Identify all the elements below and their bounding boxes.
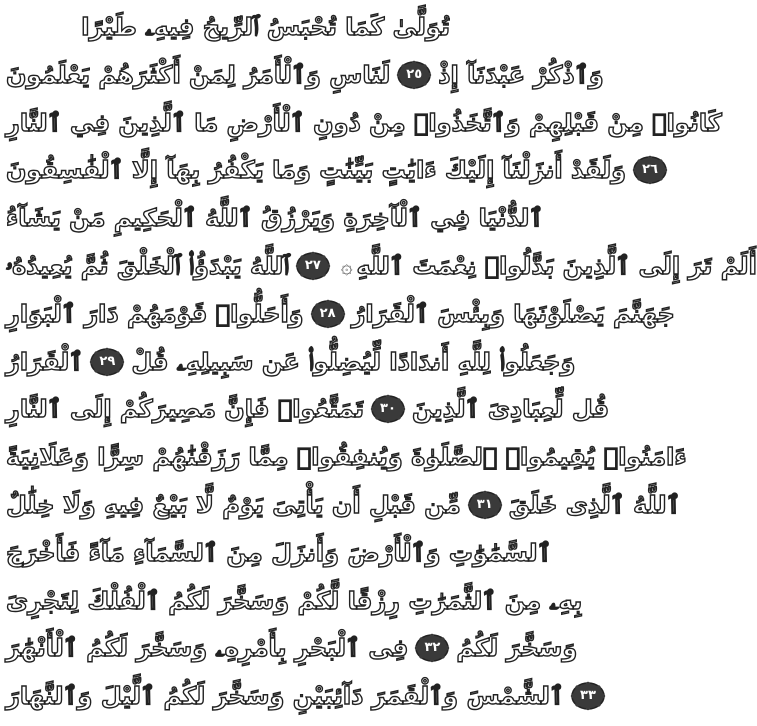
- ayah-number-marker: [570, 681, 606, 711]
- verse-text: تُوَلَّىٰ كَمَا تُحْبَسُ ٱلرِّيحُ فِيهِۦ طَيْرًا: [81, 13, 450, 41]
- verse-text: ءَامَنُوا۟ يُقِيمُوا۟ ٱلصَّلَوٰةَ وَيُنفِقُوا۟ مِمَّا رَزَقْنَٰهُمْ سِرًّا وَعَلَانِيَةً: [6, 443, 687, 472]
- verse-text: بِهِۦ مِنَ ٱلثَّمَرَٰتِ رِزْقًا لَّكُمْ وَسَخَّرَ لَكُمُ ٱلْفُلْكَ لِتَجْرِىَ: [6, 586, 583, 615]
- text-line: [6, 147, 658, 193]
- ayah-number: ٣٠: [380, 401, 396, 417]
- ayah-number-marker: [414, 633, 450, 663]
- text-line: [6, 625, 578, 671]
- ayah-number: ٢٩: [99, 353, 116, 369]
- verse-text: وَأَحَلُّوا۟ قَوْمَهُمْ دَارَ ٱلْبَوَارِ: [6, 299, 304, 328]
- text-line: [6, 4, 450, 50]
- verse-text: ٱلدُّنْيَا فِي ٱلْآخِرَةِ وَيَرْزُقُ ٱللَّهُ ٱلْحَكِيمِ مَنْ يَشَآءُ: [6, 204, 544, 233]
- verse-text: كَانُوا۟ مِنْ قَبْلِهِمْ وَٱتَّخَذُوا۟ مِنْ دُونِ ٱلْأَرْضِ مَا ٱلَّذِينَ فِي ٱلنَّارِ: [6, 108, 722, 137]
- verse-text: أَلَمْ تَرَ إِلَى ٱلَّذِينَ بَدَّلُوا۟ نِعْمَتَ ٱللَّهِ: [356, 252, 757, 280]
- verse-text: قُل لِّعِبَادِىَ ٱلَّذِينَ: [411, 395, 610, 424]
- text-line: [6, 386, 610, 432]
- verse-text: لَنَاسِ وَٱلْأَمَرُ لِمَنْ أَكْثَرَهُمْ يَعْلَمُونَ: [6, 60, 391, 89]
- verse-text: وَجَعَلُوا۟ لِلَّهِ أَندَادًا لِّيُضِلُّوا۟ عَن سَبِيلِهِۦ قُلْ: [131, 347, 576, 376]
- ayah-number-marker: [396, 60, 432, 90]
- text-line: [6, 530, 552, 576]
- verse-text: وَسَخَّرَ لَكُمُ: [456, 634, 578, 663]
- text-line: [6, 52, 604, 98]
- ayah-number: ٣١: [476, 497, 493, 512]
- text-line: [6, 434, 687, 480]
- verse-text: وَلَقَدْ أَنزَلْنَآ إِلَيْكَ ءَايَٰتٍ بَيِّنَٰتٍ وَمَا يَكْفُرُ بِهَآ إِلَّا ٱلْفَٰسِقُونَ: [6, 156, 627, 185]
- text-line: [6, 291, 675, 337]
- text-line: [6, 578, 583, 624]
- verse-text: ٱللَّهُ ٱلَّذِى خَلَقَ: [508, 491, 681, 519]
- verse-text: ٱللَّهُ يَبْدَؤُا۟ ٱلْخَلْقَ ثُمَّ يُعِيدُهُۥ: [6, 252, 289, 280]
- verse-text: جَهَنَّمَ يَصْلَوْنَهَا وَبِئْسَ ٱلْقَرَارُ: [351, 299, 675, 328]
- verse-text: مِّن قَبْلِ أَن يَأْتِىَ يَوْمٌ لَّا بَيْعٌ فِيهِ وَلَا خِلَٰلٌ: [6, 491, 461, 519]
- ayah-number: ٢٨: [319, 305, 336, 321]
- verse-text: ٱلسَّمَٰوَٰتِ وَٱلْأَرْضَ وَأَنزَلَ مِنَ ٱلسَّمَآءِ مَآءً فَأَخْرَجَ: [6, 538, 552, 567]
- ayah-number: ٢٥: [406, 66, 423, 82]
- ayah-number-marker: [295, 251, 331, 281]
- text-line: [6, 673, 596, 719]
- text-line: [6, 243, 757, 289]
- ayah-number: ٣٢: [424, 640, 441, 656]
- ayah-number-marker: [89, 347, 125, 377]
- text-line: [6, 100, 722, 146]
- verse-text: ٱلشَّمْسَ وَٱلْقَمَرَ دَآئِبَيْنِ وَسَخَّرَ لَكُمُ ٱلَّيْلَ وَٱلنَّهَارَ: [6, 682, 564, 711]
- text-line: [6, 482, 681, 528]
- ayah-number-marker: [310, 299, 346, 329]
- ayah-number: ٣٣: [580, 688, 596, 704]
- verse-text: ٱلْقَرَارُ: [6, 347, 84, 376]
- text-line: [6, 339, 576, 385]
- rub-el-hizb-icon: ۞: [340, 254, 353, 278]
- verse-text: فِى ٱلْبَحْرِ بِأَمْرِهِۦ وَسَخَّرَ لَكُمُ ٱلْأَنْهَٰرَ: [6, 634, 409, 663]
- ayah-number-marker: [467, 490, 503, 520]
- text-line: [6, 195, 544, 241]
- verse-text: وَٱذْكُرْ عَبْدَنَآ إِذْ: [438, 60, 604, 89]
- verse-text: تَمَتَّعُوا۟ فَإِنَّ مَصِيرَكُمْ إِلَى ٱلنَّارِ: [6, 395, 364, 424]
- ayah-number-marker: [632, 155, 668, 185]
- ayah-number: ٢٧: [304, 258, 321, 273]
- ayah-number-marker: [370, 394, 406, 424]
- ayah-number: ٢٦: [642, 162, 658, 178]
